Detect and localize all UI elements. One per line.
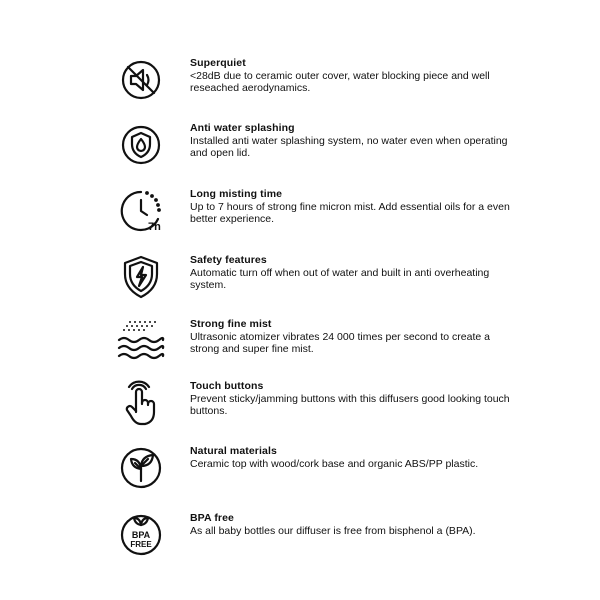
feature-title: Safety features <box>190 254 267 266</box>
feature-description: Automatic turn off when out of water and built in anti overheating system. <box>190 267 490 291</box>
feature-touch-buttons <box>116 378 516 434</box>
feature-safety-features <box>116 252 516 308</box>
feature-description: Prevent sticky/jamming buttons with this diffusers good looking touch buttons. <box>190 393 510 417</box>
feature-title: Superquiet <box>190 57 246 69</box>
feature-title: Anti water splashing <box>190 122 295 134</box>
touch-finger-icon <box>116 378 166 428</box>
muted-speaker-icon <box>116 55 166 105</box>
feature-description: Ultrasonic atomizer vibrates 24 000 times per second to create a strong and super fine mist. <box>190 331 490 355</box>
feature-title: Long misting time <box>190 188 283 200</box>
feature-bpa-free <box>116 510 516 566</box>
feature-description: As all baby bottles our diffuser is free from bisphenol a (BPA). <box>190 525 476 537</box>
badge-label-bottom: FREE <box>130 540 152 549</box>
badge-label-top: BPA <box>131 530 151 540</box>
mist-waves-icon <box>116 316 166 366</box>
bpa-free-badge-icon <box>116 510 166 560</box>
feature-description: Ceramic top with wood/cork base and organic ABS/PP plastic. <box>190 458 479 470</box>
lightning-shield-icon <box>116 252 166 302</box>
clock-label: 7h <box>148 221 161 233</box>
feature-natural-materials <box>116 443 516 499</box>
feature-title: Strong fine mist <box>190 318 272 330</box>
feature-strong-fine-mist <box>116 316 516 372</box>
feature-description: <28dB due to ceramic outer cover, water blocking piece and well reseached aerodynamics. <box>190 70 490 94</box>
feature-superquiet <box>116 55 516 111</box>
feature-title: Touch buttons <box>190 380 264 392</box>
feature-anti-water-splashing <box>116 120 516 176</box>
feature-description: Up to 7 hours of strong fine micron mist. Add essential oils for a even better experience. <box>190 201 510 225</box>
feature-title: Natural materials <box>190 445 277 457</box>
water-drop-shield-icon <box>116 120 166 170</box>
feature-description: Installed anti water splashing system, no water even when operating and open lid. <box>190 135 508 159</box>
clock-7h-icon <box>116 186 166 236</box>
leaf-sprout-icon <box>116 443 166 493</box>
feature-title: BPA free <box>190 512 234 524</box>
feature-long-misting-time <box>116 186 516 242</box>
